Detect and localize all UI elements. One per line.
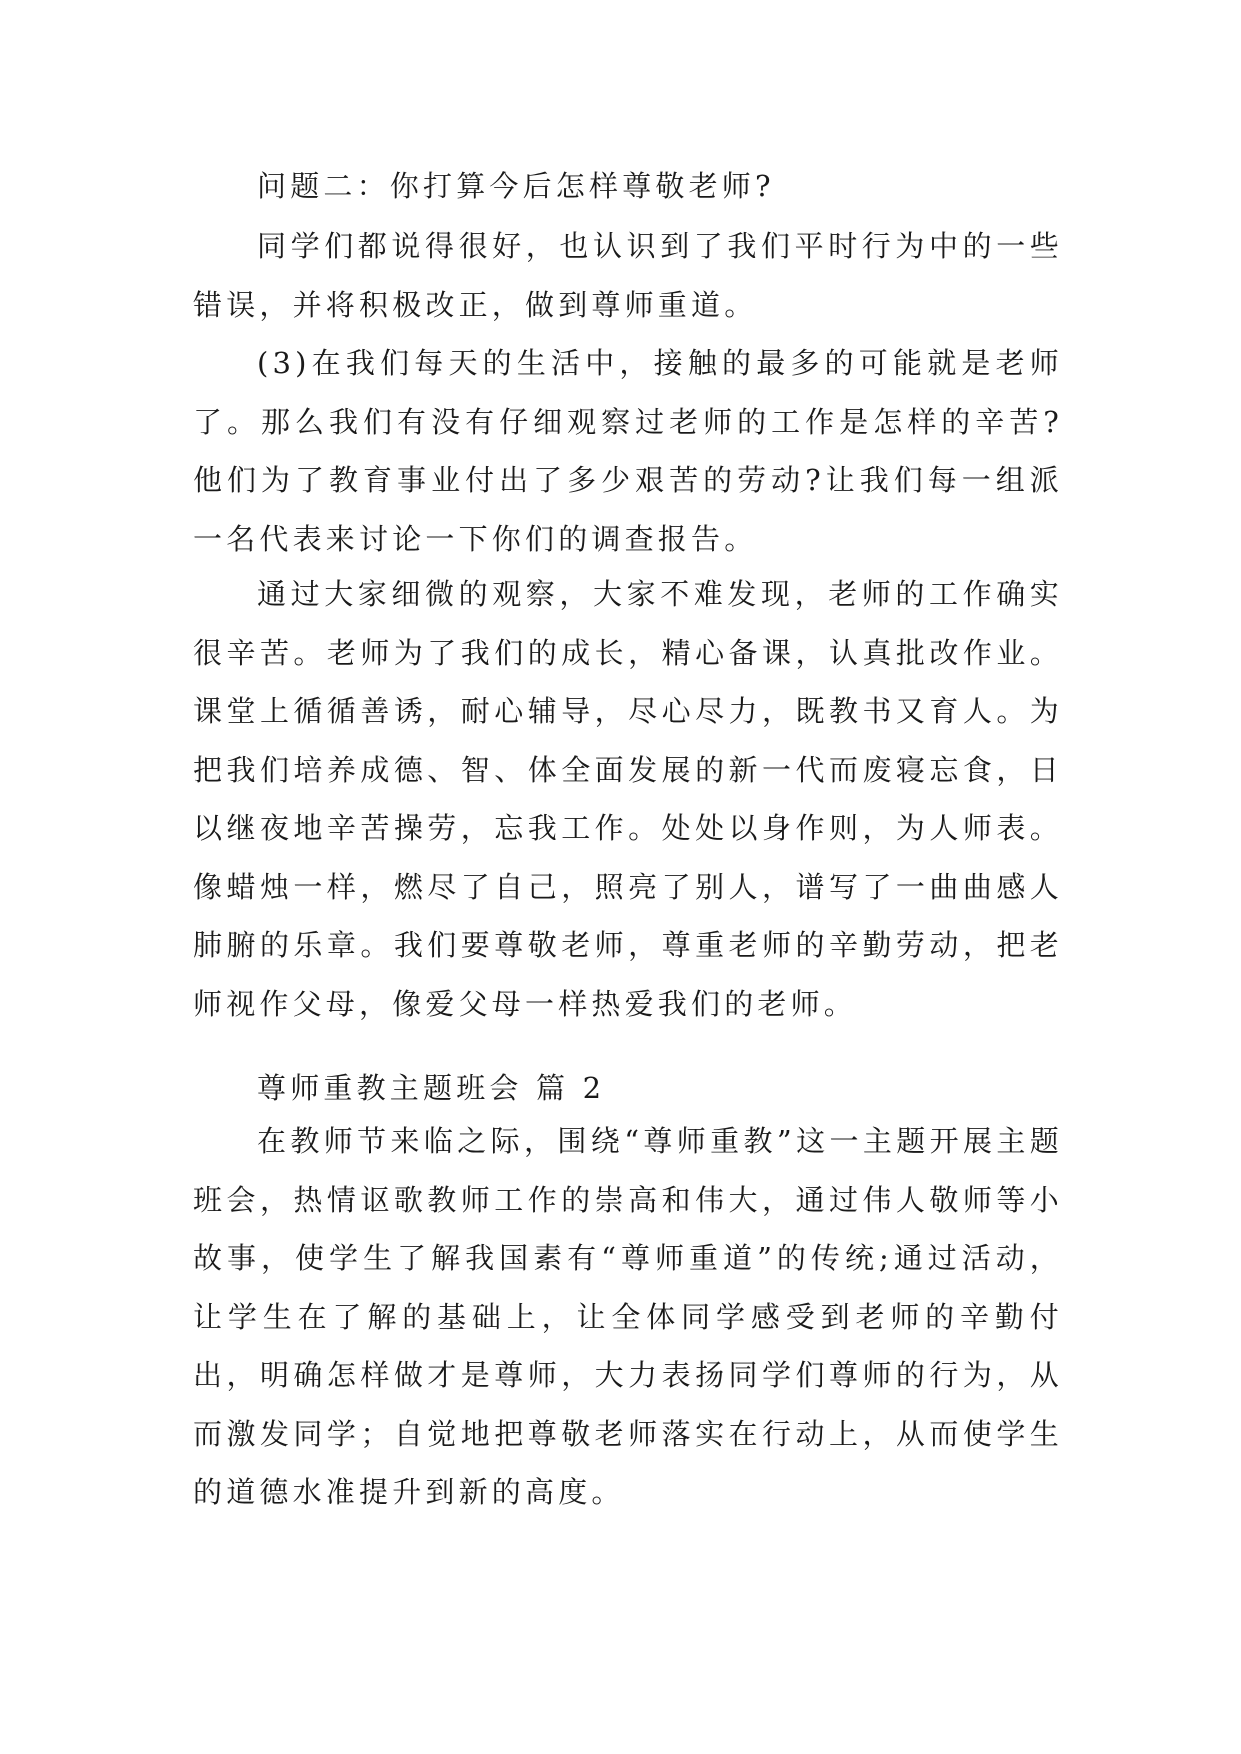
- section-title: 尊师重教主题班会 篇 2: [257, 1071, 606, 1105]
- paragraph-teacher-observation: (3)在我们每天的生活中，接触的最多的可能就是老师了。那么我们有没有仔细观察过老师的工作是怎样的辛苦?他们为了教育事业付出了多少艰苦的劳动?让我们每一组派一名代表来讨论一下你们的调查报告。: [193, 346, 1063, 556]
- paragraph-teacher-hardship: 通过大家细微的观察，大家不难发现，老师的工作确实很辛苦。老师为了我们的成长，精心备课，认真批改作业。课堂上循循善诱，耐心辅导，尽心尽力，既教书又育人。为把我们培养成德、智、体全面发展的新一代而废寝忘食，日以继夜地辛苦操劳，忘我工作。处处以身作则，为人师表。像蜡烛一样，燃尽了自己，照亮了别人，谱写了一曲曲感人肺腑的乐章。我们要尊敬老师，尊重老师的辛勤劳动，把老师视作父母，像爱父母一样热爱我们的老师。: [193, 577, 1063, 1021]
- question-two-heading: 问题二：你打算今后怎样尊敬老师?: [257, 169, 775, 203]
- paragraph-students-response: 同学们都说得很好，也认识到了我们平时行为中的一些错误，并将积极改正，做到尊师重道。: [193, 229, 1063, 322]
- paragraph-class-meeting-intro: 在教师节来临之际，围绕“尊师重教”这一主题开展主题班会，热情讴歌教师工作的崇高和伟大，通过伟人敬师等小故事，使学生了解我国素有“尊师重道”的传统;通过活动，让学生在了解的基础上，让全体同学感受到老师的辛勤付出，明确怎样做才是尊师，大力表扬同学们尊师的行为，从而激发同学；自觉地把尊敬老师落实在行动上，从而使学生的道德水准提升到新的高度。: [193, 1124, 1063, 1509]
